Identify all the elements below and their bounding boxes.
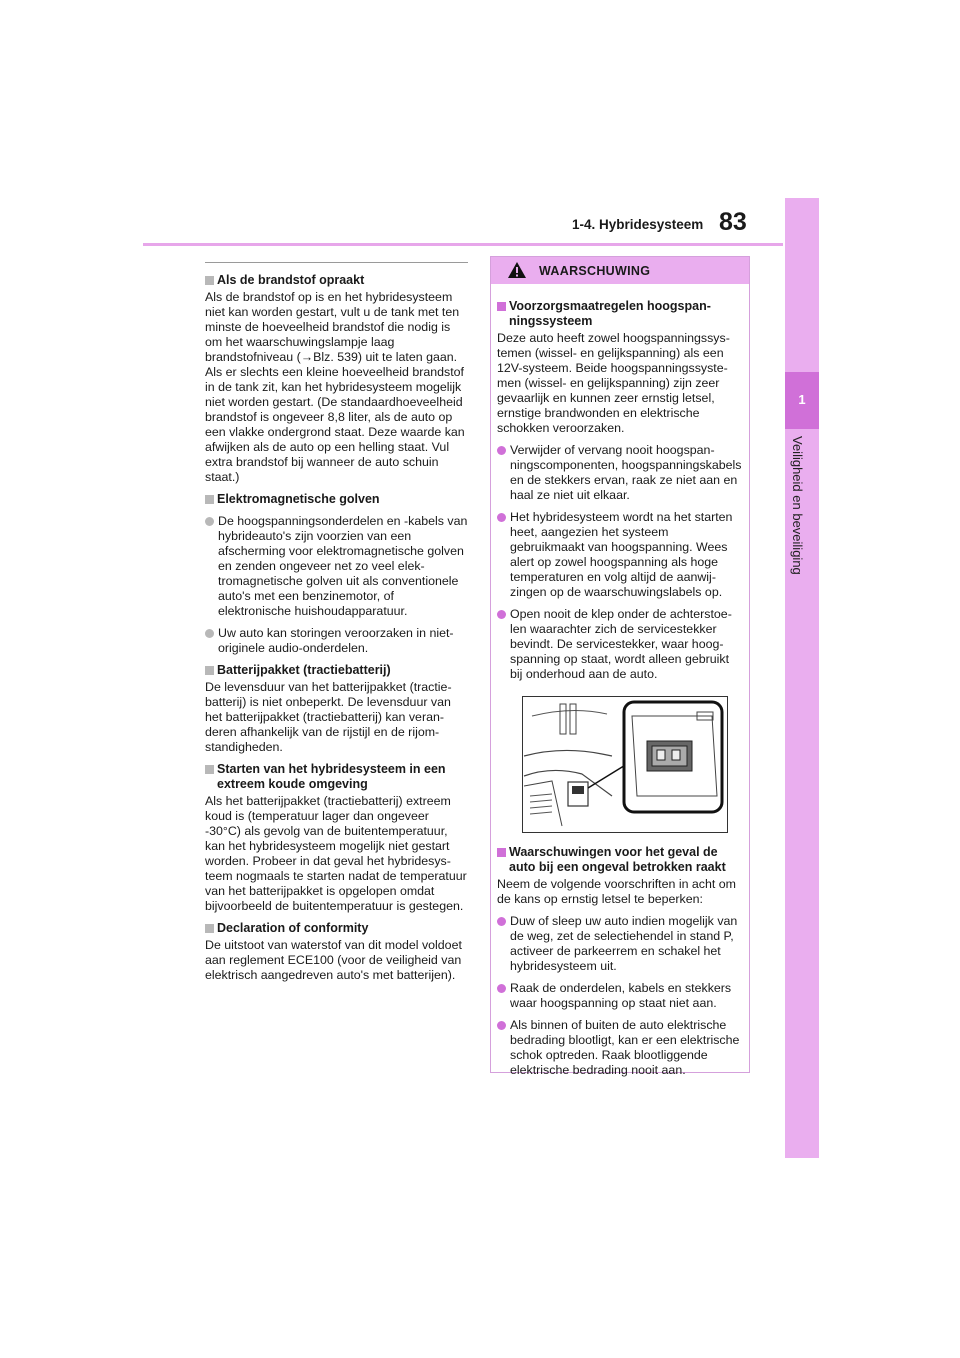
left-column: [205, 262, 468, 983]
heading-square-icon: [205, 666, 214, 675]
heading-square-icon: [205, 276, 214, 285]
bullet-item: [497, 443, 743, 503]
section-heading: [205, 762, 468, 792]
chapter-label: Veiligheid en beveiliging: [790, 436, 805, 575]
heading-text: Declaration of conformity: [217, 921, 369, 935]
paragraph: Als het batterijpakket (tractiebatterij) extreem koud is (temperatuur lager dan ongeveer -30°C) als gevolg van de buitentemperatuur, kan het hybridesysteem mogelijk niet gestart worden. Probeer in dat geval het hybridesysteem nogmaals te starten nadat de temperatuur van het batterijpakket is opgelopen omdat bijvoorbeeld de buitentemperatuur is gestegen.: [205, 794, 467, 913]
bullet-text: Als binnen of buiten de auto elektrische bedrading blootligt, kan er een elektrische schok optreden. Raak blootliggende elektrische bedrading nooit aan.: [510, 1018, 740, 1077]
bullet-dot-icon: [205, 629, 214, 638]
warning-header: [491, 257, 749, 284]
page-number: 83: [719, 208, 747, 236]
heading-square-icon: [497, 848, 506, 857]
heading-square-icon: [205, 765, 214, 774]
heading-text: Starten van het hybridesysteem in een extreem koude omgeving: [217, 762, 446, 791]
section-heading: [205, 492, 468, 507]
section-heading: [497, 299, 743, 329]
bullet-dot-icon: [497, 917, 506, 926]
bullet-text: Uw auto kan storingen veroorzaken in niet-originele audio-onderdelen.: [218, 626, 454, 655]
bullet-item: [497, 510, 743, 600]
warning-content-top: [497, 299, 743, 682]
paragraph: De uitstoot van waterstof van dit model voldoet aan reglement ECE100 (voor de veiligheid van elektrisch aangedreven auto's met batterijen).: [205, 938, 462, 982]
warning-triangle-icon: [507, 261, 527, 279]
section-heading: [205, 663, 468, 678]
section-title: 1-4. Hybridesysteem: [572, 217, 704, 232]
bullet-item: [205, 626, 468, 656]
bullet-item: [497, 1018, 743, 1078]
section-heading: [205, 273, 468, 288]
section-heading: [205, 921, 468, 936]
heading-square-icon: [205, 495, 214, 504]
bullet-item: [205, 514, 468, 619]
section-heading: [497, 845, 743, 875]
heading-text: Als de brandstof opraakt: [217, 273, 365, 287]
warning-box: [490, 256, 750, 1077]
warning-title: WAARSCHUWING: [539, 264, 651, 278]
bullet-dot-icon: [497, 610, 506, 619]
heading-text: Waarschuwingen voor het geval de auto bij een ongeval betrokken raakt: [509, 845, 726, 874]
bullet-item: [497, 914, 743, 974]
header-rule: [143, 243, 783, 246]
heading-square-icon: [497, 302, 506, 311]
heading-text: Elektromagnetische golven: [217, 492, 380, 506]
heading-text: Batterijpakket (tractiebatterij): [217, 663, 391, 677]
bullet-dot-icon: [497, 446, 506, 455]
bullet-text: Open nooit de klep onder de achterstoelen waarachter zich de servicestekker bevindt. De servicestekker, waar hoogspanning op staat, wordt alleen gebruikt bij onderhoud aan de auto.: [510, 607, 732, 681]
heading-square-icon: [205, 924, 214, 933]
bullet-dot-icon: [497, 984, 506, 993]
bullet-text: De hoogspanningsonderdelen en -kabels van hybrideauto's zijn voorzien van een afscherming voor elektromagnetische golven en zenden ongeveer net zo veel elektromagnetische golven uit als conventionele auto's met een benzinemotor, of elektronische huishoudapparatuur.: [218, 514, 468, 618]
bullet-item: [497, 981, 743, 1011]
bullet-text: Raak de onderdelen, kabels en stekkers waar hoogspanning op staat niet aan.: [510, 981, 732, 1010]
bullet-text: Verwijder of vervang nooit hoogspanningscomponenten, hoogspanningskabels en de stekkers ervan, raak ze niet aan en haal ze niet uit elkaar.: [510, 443, 742, 502]
paragraph: De levensduur van het batterijpakket (tractiebatterij) is niet onbeperkt. De levensduur van het batterijpakket (tractiebatterij) kan veranderen afhankelijk van de rijstijl en de rijomstandigheden.: [205, 680, 452, 754]
chapter-number: 1: [798, 392, 806, 407]
warning-content-bottom: [497, 845, 743, 1078]
paragraph: Deze auto heeft zowel hoogspanningssystemen (wissel- en gelijkspanning) als een 12V-systeem. Beide hoogspanningssystemen (wissel- en gelijkspanning) zijn zeer gevaarlijk en kunnen zeer ernstig letsel, ernstige brandwonden en elektrische schokken veroorzaken.: [497, 331, 730, 435]
service-plug-illustration: [522, 696, 728, 833]
bullet-dot-icon: [497, 1021, 506, 1030]
heading-text: Voorzorgsmaatregelen hoogspanningssysteem: [509, 299, 711, 328]
paragraph: Neem de volgende voorschriften in acht om de kans op ernstig letsel te beperken:: [497, 877, 736, 906]
paragraph: Als de brandstof op is en het hybridesysteem niet kan worden gestart, vult u de tank met ten minste de hoeveelheid brandstof die nodig is om het waarschuwingslampje laag brandstofniveau (→Blz. 539) uit te laten gaan. Als er slechts een kleine hoeveelheid brandstof in de tank zit, kan het hybridesysteem mogelijk niet worden gestart. (De standaardhoeveelheid brandstof is ongeveer 8,8 liter, als de auto op een vlakke ondergrond staat. Deze waarde kan afwijken als de auto op een helling staat. Vul extra brandstof bij wanneer de auto schuin staat.): [205, 290, 465, 484]
bullet-dot-icon: [205, 517, 214, 526]
bullet-dot-icon: [497, 513, 506, 522]
bullet-text: Duw of sleep uw auto indien mogelijk van de weg, zet de selectiehendel in stand P, activeer de parkeerrem en schakel het hybridesysteem uit.: [510, 914, 738, 973]
bullet-text: Het hybridesysteem wordt na het starten heet, aangezien het systeem gebruikmaakt van hoogspanning. Wees alert op zowel hoogspanning als hoge temperaturen en volg altijd de aanwijzingen op de waarschuwingslabels op.: [510, 510, 733, 599]
chapter-side-tab: [785, 198, 819, 1158]
bullet-item: [497, 607, 743, 682]
